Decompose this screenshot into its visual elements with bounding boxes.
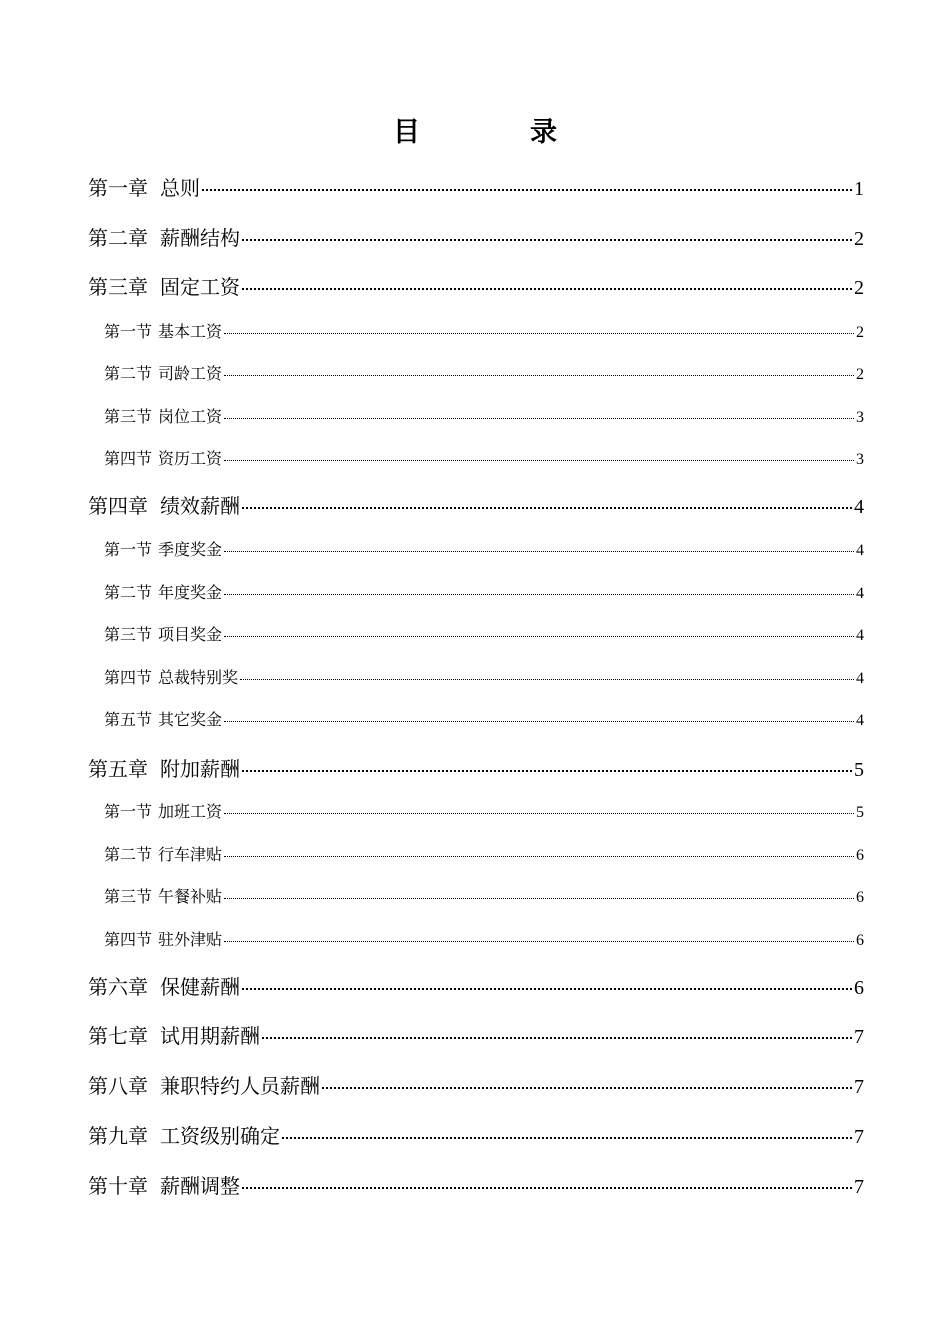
toc-page-number: 4 (854, 496, 864, 518)
toc-page-number: 7 (854, 1126, 864, 1148)
toc-dot-leader (242, 288, 852, 290)
toc-dot-leader (202, 189, 852, 191)
toc-section-entry[interactable] (104, 799, 864, 821)
toc-entry-number: 第十章 (88, 1174, 148, 1198)
toc-entry-label: 绩效薪酬 (160, 494, 240, 518)
toc-page-number: 6 (854, 977, 864, 999)
toc-page-number: 5 (854, 759, 864, 781)
toc-entry-label: 试用期薪酬 (160, 1024, 260, 1048)
toc-entry-label: 司龄工资 (158, 364, 223, 383)
toc-dot-leader (242, 770, 852, 772)
toc-entry-label: 兼职特约人员薪酬 (160, 1074, 320, 1098)
toc-dot-leader (224, 813, 854, 814)
toc-page-number: 2 (854, 228, 864, 250)
toc-entry-number: 第二节 (104, 364, 153, 383)
toc-entry-label: 保健薪酬 (160, 975, 240, 999)
toc-section-entry[interactable] (104, 842, 864, 864)
toc-dot-leader (224, 333, 854, 334)
toc-entry-label: 薪酬调整 (160, 1174, 240, 1198)
toc-entry-label: 加班工资 (158, 802, 223, 821)
toc-page-number: 4 (856, 712, 864, 729)
toc-dot-leader (242, 507, 852, 509)
toc-dot-leader (224, 551, 854, 552)
toc-entry-number: 第三章 (88, 275, 148, 299)
toc-page-number: 4 (856, 542, 864, 559)
toc-entry-label: 季度奖金 (158, 540, 223, 559)
toc-dot-leader (224, 594, 854, 595)
toc-page-number: 3 (856, 409, 864, 426)
toc-page-number: 2 (856, 366, 864, 383)
toc-page-number: 4 (856, 585, 864, 602)
toc-chapter-entry[interactable] (88, 222, 864, 250)
toc-section-entry[interactable] (104, 884, 864, 906)
toc-dot-leader (322, 1087, 852, 1089)
toc-dot-leader (224, 721, 854, 722)
toc-entry-number: 第一章 (88, 176, 148, 200)
toc-page-number: 2 (856, 324, 864, 341)
toc-entry-number: 第一节 (104, 802, 153, 821)
toc-page-number: 4 (856, 670, 864, 687)
toc-entry-label: 工资级别确定 (160, 1124, 280, 1148)
toc-page-number: 2 (854, 277, 864, 299)
toc-entry-number: 第二节 (104, 583, 153, 602)
toc-entry-label: 薪酬结构 (160, 226, 240, 250)
toc-entry-label: 岗位工资 (158, 407, 223, 426)
toc-dot-leader (224, 856, 854, 857)
toc-section-entry[interactable] (104, 537, 864, 559)
toc-dot-leader (242, 1187, 852, 1189)
toc-page-number: 6 (856, 847, 864, 864)
toc-entry-label: 总则 (160, 176, 200, 200)
toc-page-number: 5 (856, 804, 864, 821)
toc-entry-number: 第六章 (88, 975, 148, 999)
toc-entry-label: 项目奖金 (158, 625, 223, 644)
toc-entry-number: 第三节 (104, 407, 153, 426)
toc-dot-leader (224, 898, 854, 899)
toc-dot-leader (240, 679, 854, 680)
toc-title-char-2: 录 (530, 117, 557, 148)
toc-section-entry[interactable] (104, 404, 864, 426)
toc-entry-label: 总裁特别奖 (158, 668, 239, 687)
toc-page-number: 3 (856, 451, 864, 468)
toc-entry-number: 第七章 (88, 1024, 148, 1048)
toc-entry-label: 午餐补贴 (158, 887, 223, 906)
toc-chapter-entry[interactable] (88, 1020, 864, 1048)
toc-entry-number: 第一节 (104, 540, 153, 559)
toc-page-number: 7 (854, 1076, 864, 1098)
toc-entry-label: 驻外津贴 (158, 930, 223, 949)
toc-dot-leader (242, 988, 852, 990)
toc-section-entry[interactable] (104, 665, 864, 687)
toc-dot-leader (224, 418, 854, 419)
toc-entry-number: 第一节 (104, 322, 153, 341)
toc-entry-number: 第五章 (88, 757, 148, 781)
toc-entry-number: 第三节 (104, 887, 153, 906)
toc-section-entry[interactable] (104, 927, 864, 949)
toc-entry-label: 资历工资 (158, 449, 223, 468)
toc-chapter-entry[interactable] (88, 1070, 864, 1098)
toc-chapter-entry[interactable] (88, 1170, 864, 1198)
toc-dot-leader (262, 1037, 852, 1039)
toc-section-entry[interactable] (104, 446, 864, 468)
toc-entry-label: 年度奖金 (158, 583, 223, 602)
toc-title-char-1: 目 (393, 117, 420, 148)
toc-entry-label: 基本工资 (158, 322, 223, 341)
toc-section-entry[interactable] (104, 580, 864, 602)
toc-section-entry[interactable] (104, 622, 864, 644)
toc-entry-number: 第二节 (104, 845, 153, 864)
toc-entry-number: 第五节 (104, 710, 153, 729)
toc-page-number: 1 (854, 178, 864, 200)
toc-dot-leader (224, 636, 854, 637)
toc-chapter-entry[interactable] (88, 1120, 864, 1148)
toc-section-entry[interactable] (104, 319, 864, 341)
toc-entry-number: 第四节 (104, 449, 153, 468)
toc-entry-number: 第三节 (104, 625, 153, 644)
toc-page-number: 6 (856, 932, 864, 949)
toc-page-number: 7 (854, 1026, 864, 1048)
toc-entry-label: 固定工资 (160, 275, 240, 299)
toc-dot-leader (224, 375, 854, 376)
toc-entry-label: 其它奖金 (158, 710, 223, 729)
toc-chapter-entry[interactable] (88, 490, 864, 518)
toc-chapter-entry[interactable] (88, 971, 864, 999)
toc-dot-leader (224, 460, 854, 461)
toc-chapter-entry[interactable] (88, 172, 864, 200)
toc-section-entry[interactable] (104, 707, 864, 729)
toc-page-number: 4 (856, 627, 864, 644)
toc-chapter-entry[interactable] (88, 753, 864, 781)
toc-entry-number: 第四节 (104, 930, 153, 949)
toc-entry-number: 第八章 (88, 1074, 148, 1098)
toc-section-entry[interactable] (104, 361, 864, 383)
toc-dot-leader (282, 1137, 852, 1139)
toc-entry-number: 第二章 (88, 226, 148, 250)
toc-dot-leader (242, 239, 852, 241)
toc-title (0, 110, 950, 149)
toc-page-number: 6 (856, 889, 864, 906)
toc-dot-leader (224, 941, 854, 942)
toc-entry-number: 第四章 (88, 494, 148, 518)
toc-entry-label: 行车津贴 (158, 845, 223, 864)
toc-chapter-entry[interactable] (88, 271, 864, 299)
toc-entry-number: 第四节 (104, 668, 153, 687)
toc-entry-number: 第九章 (88, 1124, 148, 1148)
toc-entry-label: 附加薪酬 (160, 757, 240, 781)
toc-page-number: 7 (854, 1176, 864, 1198)
